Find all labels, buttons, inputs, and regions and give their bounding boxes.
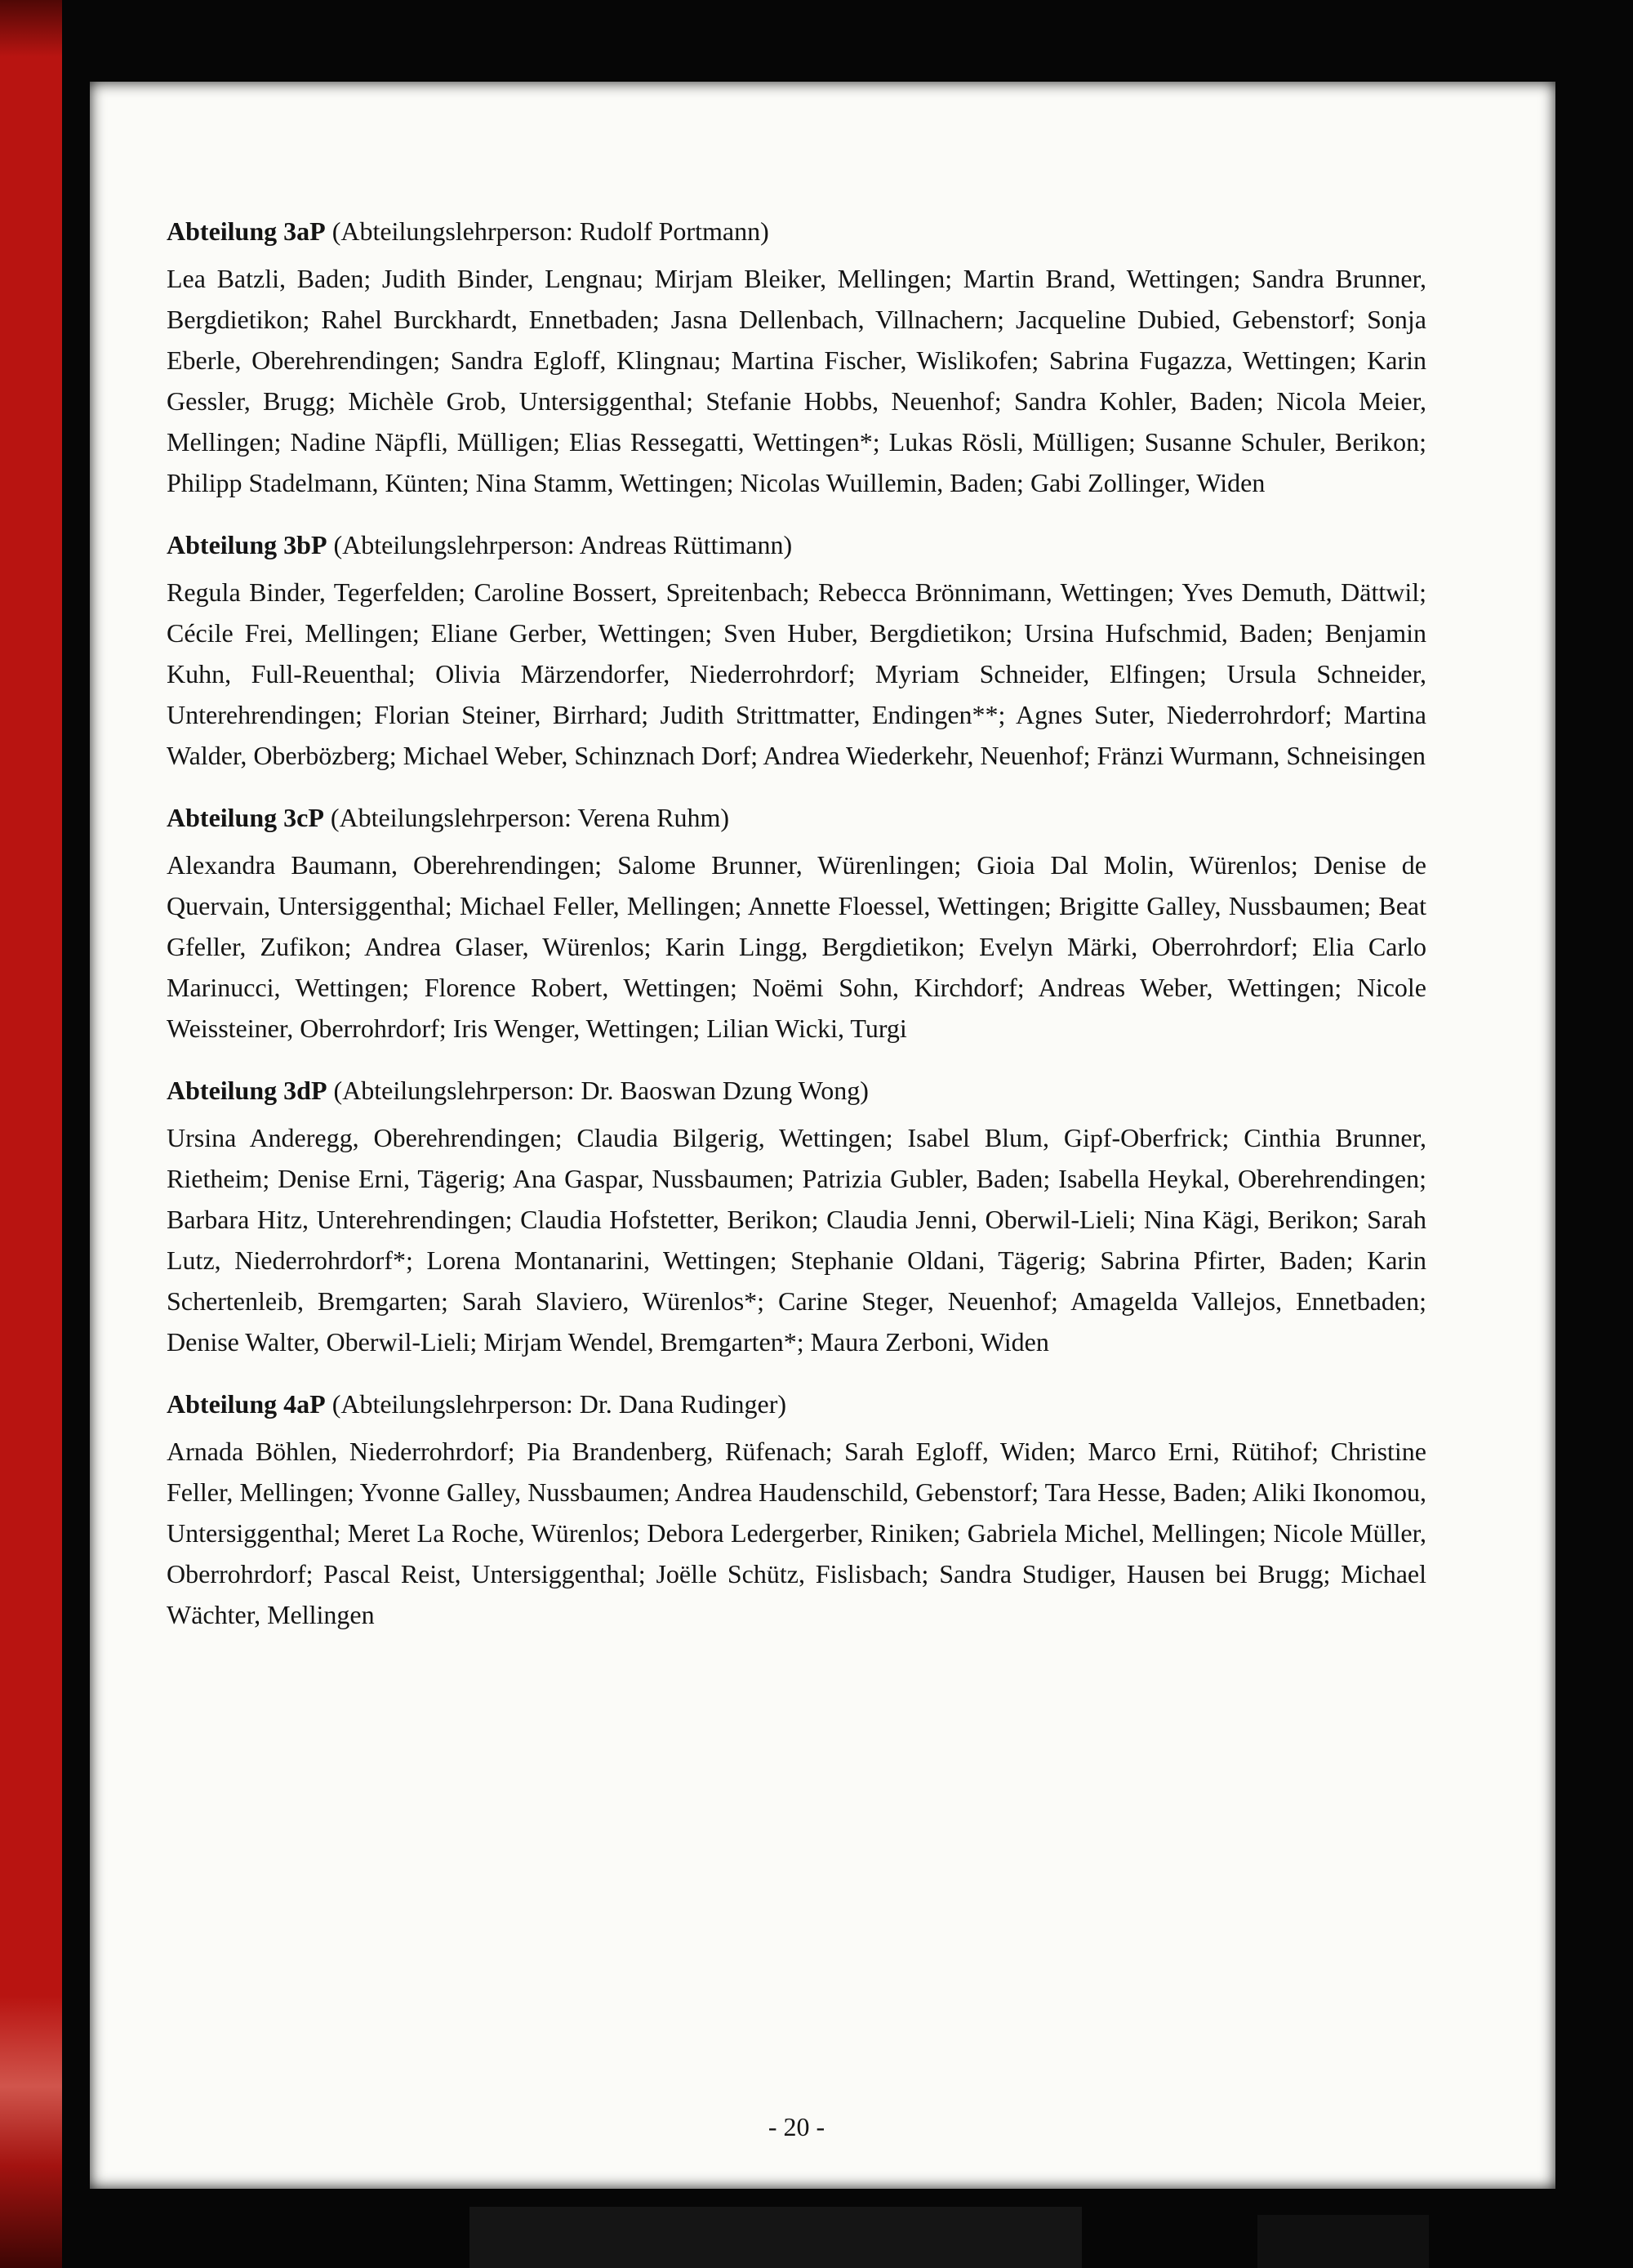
section-student-list: Alexandra Baumann, Oberehrendingen; Salome Brunner, Würenlingen; Gioia Dal Molin, Würenlos; Denise de Quervain, Untersiggenthal; Michael Feller, Mellingen; Annette Floessel, Wettingen; Brigitte Galley, Nussbaumen; Beat Gfeller, Zufikon; Andrea Glaser, Würenlos; Karin Lingg, Bergdietikon; Evelyn Märki, Oberrohrdorf; Elia Carlo Marinucci, Wettingen; Florence Robert, Wettingen; Noëmi Sohn, Kirchdorf; Andreas Weber, Wettingen; Nicole Weissteiner, Oberrohrdorf; Iris Wenger, Wettingen; Lilian Wicki, Turgi bbox=[167, 850, 1426, 1043]
section-heading-bold: Abteilung 3bP bbox=[167, 530, 327, 559]
section-abteilung-3dP bbox=[167, 1070, 1426, 1362]
section-heading-teacher: (Abteilungslehrperson: Andreas Rüttimann) bbox=[327, 530, 793, 559]
section-heading-bold: Abteilung 3aP bbox=[167, 216, 326, 246]
section-student-list: Regula Binder, Tegerfelden; Caroline Bossert, Spreitenbach; Rebecca Brönnimann, Wettingen; Yves Demuth, Dättwil; Cécile Frei, Mellingen; Eliane Gerber, Wettingen; Sven Huber, Bergdietikon; Ursina Hufschmid, Baden; Benjamin Kuhn, Full-Reuenthal; Olivia Märzendorfer, Niederrohrdorf; Myriam Schneider, Elfingen; Ursula Schneider, Unterehrendingen; Florian Steiner, Birrhard; Judith Strittmatter, Endingen**; Agnes Suter, Niederrohrdorf; Martina Walder, Oberbözberg; Michael Weber, Schinznach Dorf; Andrea Wiederkehr, Neuenhof; Fränzi Wurmann, Schneisingen bbox=[167, 577, 1426, 770]
section-abteilung-3cP bbox=[167, 797, 1426, 1049]
section-heading bbox=[167, 797, 1426, 838]
section-heading bbox=[167, 524, 1426, 565]
section-heading-teacher: (Abteilungslehrperson: Dr. Dana Rudinger) bbox=[325, 1389, 786, 1419]
section-student-list: Ursina Anderegg, Oberehrendingen; Claudia Bilgerig, Wettingen; Isabel Blum, Gipf-Oberfrick; Cinthia Brunner, Rietheim; Denise Erni, Tägerig; Ana Gaspar, Nussbaumen; Patrizia Gubler, Baden; Isabella Heykal, Oberehrendingen; Barbara Hitz, Unterehrendingen; Claudia Hofstetter, Berikon; Claudia Jenni, Oberwil-Lieli; Nina Kägi, Berikon; Sarah Lutz, Niederrohrdorf*; Lorena Montanarini, Wettingen; Stephanie Oldani, Tägerig; Sabrina Pfirter, Baden; Karin Schertenleib, Bremgarten; Sarah Slaviero, Würenlos*; Carine Steger, Neuenhof; Amagelda Vallejos, Ennetbaden; Denise Walter, Oberwil-Lieli; Mirjam Wendel, Bremgarten*; Maura Zerboni, Widen bbox=[167, 1123, 1426, 1357]
section-heading bbox=[167, 211, 1426, 252]
page-number: - 20 - bbox=[768, 2112, 825, 2141]
section-heading-bold: Abteilung 3cP bbox=[167, 803, 324, 832]
red-spine-strip bbox=[0, 0, 62, 2268]
section-heading-teacher: (Abteilungslehrperson: Rudolf Portmann) bbox=[325, 216, 769, 246]
section-abteilung-4aP bbox=[167, 1384, 1426, 1635]
scan-artifact bbox=[469, 2207, 1082, 2268]
section-abteilung-3aP bbox=[167, 211, 1426, 503]
section-student-list: Lea Batzli, Baden; Judith Binder, Lengnau; Mirjam Bleiker, Mellingen; Martin Brand, Wettingen; Sandra Brunner, Bergdietikon; Rahel Burckhardt, Ennetbaden; Jasna Dellenbach, Villnachern; Jacqueline Dubied, Gebenstorf; Sonja Eberle, Oberehrendingen; Sandra Egloff, Klingnau; Martina Fischer, Wislikofen; Sabrina Fugazza, Wettingen; Karin Gessler, Brugg; Michèle Grob, Untersiggenthal; Stefanie Hobbs, Neuenhof; Sandra Kohler, Baden; Nicola Meier, Mellingen; Nadine Näpfli, Mülligen; Elias Ressegatti, Wettingen*; Lukas Rösli, Mülligen; Susanne Schuler, Berikon; Philipp Stadelmann, Künten; Nina Stamm, Wettingen; Nicolas Wuillemin, Baden; Gabi Zollinger, Widen bbox=[167, 264, 1426, 497]
section-heading-teacher: (Abteilungslehrperson: Dr. Baoswan Dzung Wong) bbox=[327, 1076, 869, 1105]
section-heading-bold: Abteilung 3dP bbox=[167, 1076, 327, 1105]
section-heading bbox=[167, 1070, 1426, 1111]
section-heading-teacher: (Abteilungslehrperson: Verena Ruhm) bbox=[323, 803, 730, 832]
section-abteilung-3bP bbox=[167, 524, 1426, 776]
document-page bbox=[90, 82, 1555, 2189]
section-heading bbox=[167, 1384, 1426, 1424]
section-student-list: Arnada Böhlen, Niederrohrdorf; Pia Brandenberg, Rüfenach; Sarah Egloff, Widen; Marco Erni, Rütihof; Christine Feller, Mellingen; Yvonne Galley, Nussbaumen; Andrea Haudenschild, Gebenstorf; Tara Hesse, Baden; Aliki Ikonomou, Untersiggenthal; Meret La Roche, Würenlos; Debora Ledergerber, Riniken; Gabriela Michel, Mellingen; Nicole Müller, Oberrohrdorf; Pascal Reist, Untersiggenthal; Joëlle Schütz, Fislisbach; Sandra Studiger, Hausen bei Brugg; Michael Wächter, Mellingen bbox=[167, 1437, 1426, 1629]
page-content bbox=[90, 82, 1555, 2189]
scan-artifact bbox=[1257, 2215, 1429, 2268]
section-heading-bold: Abteilung 4aP bbox=[167, 1389, 326, 1419]
